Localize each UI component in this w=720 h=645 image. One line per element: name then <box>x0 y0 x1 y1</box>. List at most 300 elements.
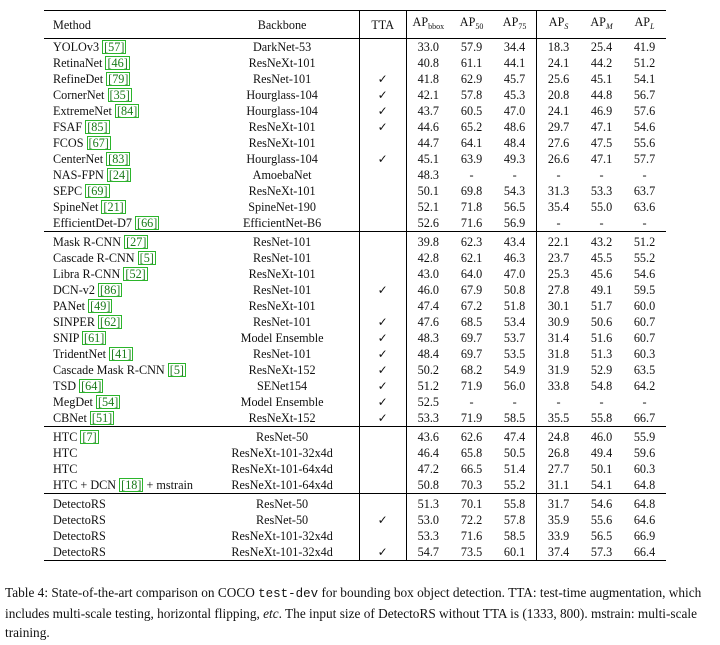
ap-bbox-cell: 52.1 <box>417 200 439 214</box>
ap-s-cell: 25.3 <box>547 267 570 281</box>
backbone-cell: ResNet-101 <box>205 232 359 251</box>
citation-link[interactable]: [49] <box>90 299 111 313</box>
ap75-cell: 54.9 <box>493 362 537 378</box>
table-row <box>44 346 666 362</box>
ap-l-cell: 60.7 <box>633 331 656 345</box>
backbone-cell: ResNeXt-101 <box>205 183 359 199</box>
ap-l-cell: 63.6 <box>633 200 656 214</box>
ap-l-cell: 66.7 <box>623 410 666 427</box>
ap-l-cell: 55.2 <box>633 251 656 265</box>
table-body <box>44 39 666 561</box>
ap-s-cell: 22.1 <box>547 235 570 249</box>
ap75-cell: 50.8 <box>493 282 537 298</box>
ap75-cell: 51.4 <box>493 461 537 477</box>
ap-l-cell: 60.7 <box>633 315 656 329</box>
ap-m-cell: 49.1 <box>590 283 613 297</box>
ap75-cell: 47.0 <box>493 103 537 119</box>
tta-cell <box>359 250 406 266</box>
ap-l-cell: - <box>642 395 647 409</box>
tta-cell <box>359 55 406 71</box>
header-ap-s: $AP_S$ <box>537 11 580 39</box>
ap-bbox-cell: 42.8 <box>417 251 439 265</box>
ap-l-cell: 64.6 <box>633 513 656 527</box>
backbone-cell: ResNeXt-101-32x4d <box>205 544 359 561</box>
ap-s-cell: 24.1 <box>547 104 570 118</box>
backbone-cell: ResNet-50 <box>205 512 359 528</box>
method-name: TSD <box>53 379 77 393</box>
ap-l-cell: 55.9 <box>633 430 656 444</box>
ap50-cell: 66.5 <box>460 462 483 476</box>
ap75-cell: 45.3 <box>493 87 537 103</box>
backbone-cell: ResNeXt-101-64x4d <box>205 477 359 494</box>
tta-cell <box>359 445 406 461</box>
table-row <box>44 298 666 314</box>
ap75-cell: - <box>493 394 537 410</box>
ap-s-cell: 31.3 <box>547 184 570 198</box>
table-row <box>44 528 666 544</box>
citation-link[interactable]: [57] <box>104 40 125 54</box>
ap-bbox-cell: 53.3 <box>406 410 450 427</box>
ap-s-cell: 37.4 <box>537 544 580 561</box>
ap-l-cell: 60.3 <box>633 462 656 476</box>
ap-m-cell: 50.6 <box>590 315 613 329</box>
ap-bbox-cell: 44.7 <box>417 136 439 150</box>
method-cell <box>44 378 205 394</box>
backbone-cell: ResNeXt-152 <box>205 362 359 378</box>
citation-link[interactable]: [27] <box>126 235 147 249</box>
method-name: DCN-v2 <box>53 283 95 297</box>
citation-link[interactable]: [7] <box>82 430 97 444</box>
ap-bbox-cell: 52.6 <box>406 215 450 232</box>
results-table <box>44 10 666 561</box>
table-row <box>44 544 666 561</box>
ap50-cell: 68.2 <box>460 363 483 377</box>
table-row <box>44 199 666 215</box>
tta-cell: ✓ <box>359 346 406 362</box>
backbone-cell: ResNet-50 <box>205 494 359 513</box>
tta-cell: ✓ <box>359 410 406 427</box>
ap-l-cell: 56.7 <box>633 88 656 102</box>
ap50-cell: 65.2 <box>460 120 483 134</box>
ap-bbox-cell: 53.0 <box>417 513 439 527</box>
method-name: CBNet <box>53 411 87 425</box>
tta-cell: ✓ <box>359 314 406 330</box>
ap50-cell: - <box>469 395 474 409</box>
table-row <box>44 394 666 410</box>
ap-s-cell: 31.4 <box>547 331 570 345</box>
ap-s-cell: 26.6 <box>547 152 570 166</box>
ap-l-cell: 51.2 <box>633 235 656 249</box>
backbone-cell: ResNeXt-101-64x4d <box>205 461 359 477</box>
ap-s-cell: 30.1 <box>547 299 570 313</box>
tta-cell <box>359 183 406 199</box>
method-name: HTC <box>53 446 78 460</box>
citation-link[interactable]: [24] <box>108 168 130 182</box>
method-name: HTC + DCN <box>53 478 117 492</box>
ap75-cell: 56.5 <box>493 199 537 215</box>
ap-bbox-cell: 47.2 <box>417 462 439 476</box>
ap50-cell: 70.3 <box>450 477 493 494</box>
ap-s-cell: 31.1 <box>537 477 580 494</box>
ap75-cell: 51.8 <box>493 298 537 314</box>
backbone-cell: ResNet-101 <box>205 346 359 362</box>
method-name: DetectoRS <box>53 529 106 543</box>
table-row <box>44 282 666 298</box>
header-backbone: Backbone <box>205 11 359 39</box>
method-cell <box>44 135 205 151</box>
method-cell <box>44 39 205 56</box>
ap-m-cell: 55.6 <box>590 513 613 527</box>
citation-link[interactable]: [61] <box>84 331 105 345</box>
citation-link[interactable]: [5] <box>169 363 184 377</box>
method-name: SEPC <box>53 184 83 198</box>
backbone-cell: ResNeXt-101 <box>205 119 359 135</box>
method-name: HTC <box>53 430 78 444</box>
ap-s-cell: 27.8 <box>547 283 570 297</box>
ap50-cell: 60.5 <box>460 104 483 118</box>
ap-m-cell: 45.5 <box>590 251 613 265</box>
backbone-cell: ResNeXt-101 <box>205 266 359 282</box>
ap-bbox-cell: 50.8 <box>406 477 450 494</box>
ap-s-cell: - <box>556 168 561 182</box>
ap-s-cell: 20.8 <box>547 88 570 102</box>
tta-cell: ✓ <box>359 512 406 528</box>
method-cell <box>44 199 205 215</box>
tta-cell: ✓ <box>359 544 406 561</box>
backbone-cell: AmoebaNet <box>205 167 359 183</box>
ap75-cell: 58.5 <box>493 528 537 544</box>
method-cell <box>44 427 205 446</box>
method-name: YOLOv3 <box>53 40 100 54</box>
ap-s-cell: 35.4 <box>547 200 570 214</box>
citation-link[interactable]: [35] <box>109 88 130 102</box>
ap75-cell: - <box>493 167 537 183</box>
ap-l-cell: 57.6 <box>633 104 656 118</box>
method-cell <box>44 151 205 167</box>
method-name: PANet <box>53 299 86 313</box>
ap75-cell: 56.0 <box>493 378 537 394</box>
backbone-cell: ResNet-101 <box>205 71 359 87</box>
ap-m-cell: 46.9 <box>590 104 613 118</box>
tta-cell <box>359 199 406 215</box>
ap-m-cell: 50.1 <box>590 462 613 476</box>
backbone-cell: DarkNet-53 <box>205 39 359 56</box>
ap-bbox-cell: 43.6 <box>417 430 439 444</box>
citation-link[interactable]: [79] <box>108 72 129 86</box>
method-cell <box>44 215 205 232</box>
ap75-cell: 54.3 <box>493 183 537 199</box>
backbone-cell: ResNeXt-101-32x4d <box>205 528 359 544</box>
table-row <box>44 445 666 461</box>
method-cell <box>44 512 205 528</box>
tta-cell <box>359 528 406 544</box>
citation-link[interactable]: [21] <box>103 200 124 214</box>
header-ap75: $AP_{75}$ <box>493 11 537 39</box>
ap50-cell: 70.1 <box>460 497 483 511</box>
ap-l-cell: - <box>623 215 666 232</box>
method-cell <box>44 298 205 314</box>
table-row <box>44 427 666 446</box>
ap75-cell: 50.5 <box>493 445 537 461</box>
ap-l-cell: 64.8 <box>623 477 666 494</box>
ap-bbox-cell: 45.1 <box>417 152 439 166</box>
ap-l-cell: 59.5 <box>633 283 656 297</box>
ap50-cell: 67.2 <box>460 299 483 313</box>
ap-s-cell: 31.7 <box>547 497 570 511</box>
ap-l-cell: 59.6 <box>633 446 656 460</box>
ap-l-cell: 55.6 <box>633 136 656 150</box>
method-cell <box>44 282 205 298</box>
method-cell <box>44 394 205 410</box>
method-cell <box>44 544 205 561</box>
table-row <box>44 410 666 427</box>
ap50-cell: 57.8 <box>460 88 483 102</box>
tta-cell <box>359 461 406 477</box>
tta-cell: ✓ <box>359 330 406 346</box>
table-row <box>44 119 666 135</box>
ap-m-cell: 55.0 <box>590 200 613 214</box>
ap-bbox-cell: 46.0 <box>417 283 439 297</box>
method-name: SNIP <box>53 331 79 345</box>
ap-s-cell: - <box>537 215 580 232</box>
tta-cell <box>359 298 406 314</box>
citation-link[interactable]: [69] <box>87 184 108 198</box>
ap-s-cell: 23.7 <box>547 251 570 265</box>
citation-link[interactable]: [5] <box>139 251 154 265</box>
citation-link[interactable]: [41] <box>111 347 132 361</box>
ap-bbox-cell: 39.8 <box>417 235 439 249</box>
table-row <box>44 232 666 251</box>
ap75-cell: 60.1 <box>493 544 537 561</box>
ap75-cell: 53.7 <box>493 330 537 346</box>
backbone-cell: EfficientNet-B6 <box>205 215 359 232</box>
backbone-cell: SENet154 <box>205 378 359 394</box>
ap-l-cell: 63.5 <box>633 363 656 377</box>
citation-link[interactable]: [86] <box>100 283 121 297</box>
ap-bbox-cell: 51.3 <box>417 497 439 511</box>
backbone-cell: SpineNet-190 <box>205 199 359 215</box>
method-name: DetectoRS <box>53 497 106 511</box>
method-name: Cascade R-CNN <box>53 251 135 265</box>
method-cell <box>44 266 205 282</box>
ap50-cell: 64.1 <box>460 136 483 150</box>
ap75-cell: 48.4 <box>493 135 537 151</box>
ap-m-cell: 53.3 <box>590 184 613 198</box>
table-row <box>44 330 666 346</box>
ap75-cell: 47.4 <box>493 427 537 446</box>
ap-l-cell: - <box>642 168 647 182</box>
method-name: RefineDet <box>53 72 104 86</box>
ap-m-cell: 54.6 <box>590 497 613 511</box>
ap50-cell: 57.9 <box>460 40 483 54</box>
tta-cell: ✓ <box>359 87 406 103</box>
citation-link[interactable]: [83] <box>108 152 129 166</box>
table-row <box>44 87 666 103</box>
ap-s-cell: 35.9 <box>547 513 570 527</box>
backbone-cell: ResNet-101 <box>205 314 359 330</box>
method-cell <box>44 250 205 266</box>
table-row <box>44 461 666 477</box>
ap-bbox-cell: 48.3 <box>417 331 439 345</box>
ap-l-cell: 57.7 <box>633 152 656 166</box>
ap-l-cell: 51.2 <box>633 56 656 70</box>
citation-link[interactable]: [62] <box>100 315 121 329</box>
table-row <box>44 183 666 199</box>
ap50-cell: 73.5 <box>450 544 493 561</box>
caption-etc: etc <box>263 606 279 621</box>
backbone-cell: Model Ensemble <box>205 394 359 410</box>
ap-l-cell: 41.9 <box>633 40 656 54</box>
citation-link[interactable]: [67] <box>88 136 109 150</box>
tta-cell: ✓ <box>359 119 406 135</box>
citation-link[interactable]: [66] <box>137 216 158 230</box>
ap-m-cell: 56.5 <box>590 529 613 543</box>
citation-link[interactable]: [51] <box>91 411 113 425</box>
backbone-cell: ResNeXt-152 <box>205 410 359 427</box>
ap-bbox-cell: 51.2 <box>417 379 439 393</box>
table-row <box>44 494 666 513</box>
ap-m-cell: 51.7 <box>590 299 613 313</box>
tta-cell <box>359 135 406 151</box>
ap-l-cell: 60.0 <box>633 299 656 313</box>
method-name: EfficientDet-D7 <box>53 216 132 230</box>
table-row <box>44 266 666 282</box>
ap-bbox-cell: 42.1 <box>417 88 439 102</box>
method-name: ExtremeNet <box>53 104 112 118</box>
ap75-cell: 34.4 <box>493 39 537 56</box>
method-cell <box>44 494 205 513</box>
ap50-cell: 62.9 <box>460 72 483 86</box>
method-name: Mask R-CNN <box>53 235 122 249</box>
ap75-cell: 53.4 <box>493 314 537 330</box>
method-cell <box>44 55 205 71</box>
tta-cell <box>359 477 406 494</box>
backbone-cell: Hourglass-104 <box>205 151 359 167</box>
ap-l-cell: 54.6 <box>633 267 656 281</box>
method-name: NAS-FPN <box>53 168 104 182</box>
ap75-cell: 53.5 <box>493 346 537 362</box>
ap75-cell: 56.9 <box>493 215 537 232</box>
ap-s-cell: 31.9 <box>547 363 570 377</box>
citation-link[interactable]: [52] <box>125 267 146 281</box>
table-row <box>44 512 666 528</box>
ap-m-cell: - <box>599 168 604 182</box>
ap75-cell: 48.6 <box>493 119 537 135</box>
ap50-cell: 63.9 <box>460 152 483 166</box>
ap-s-cell: - <box>556 395 561 409</box>
ap50-cell: 61.1 <box>460 56 483 70</box>
citation-link[interactable]: [64] <box>81 379 102 393</box>
backbone-cell: ResNeXt-101-32x4d <box>205 445 359 461</box>
ap-bbox-cell: 48.3 <box>417 168 439 182</box>
table-row <box>44 167 666 183</box>
ap50-cell: 71.6 <box>450 215 493 232</box>
ap-l-cell: 60.3 <box>633 347 656 361</box>
header-ap-bbox: $AP_{bbox}$ <box>406 11 450 39</box>
ap50-cell: 69.7 <box>460 331 483 345</box>
ap50-cell: 62.1 <box>460 251 483 265</box>
ap-bbox-cell: 54.7 <box>406 544 450 561</box>
table-row <box>44 215 666 232</box>
ap-m-cell: 57.3 <box>580 544 623 561</box>
citation-link[interactable]: [18] <box>121 478 142 492</box>
citation-link[interactable]: [46] <box>107 56 128 70</box>
ap-m-cell: 52.9 <box>590 363 613 377</box>
method-name: CenterNet <box>53 152 104 166</box>
backbone-cell: ResNeXt-101 <box>205 55 359 71</box>
table-row <box>44 362 666 378</box>
ap-bbox-cell: 40.8 <box>417 56 439 70</box>
ap75-cell: 55.2 <box>493 477 537 494</box>
ap-l-cell: 64.2 <box>633 379 656 393</box>
ap-m-cell: 47.1 <box>590 120 613 134</box>
ap-l-cell: 54.6 <box>633 120 656 134</box>
backbone-cell: ResNet-101 <box>205 282 359 298</box>
ap-bbox-cell: 33.0 <box>417 40 439 54</box>
ap75-cell: 43.4 <box>493 232 537 251</box>
ap-s-cell: 25.6 <box>547 72 570 86</box>
backbone-cell: Hourglass-104 <box>205 87 359 103</box>
table-row <box>44 314 666 330</box>
ap-m-cell: 47.1 <box>590 152 613 166</box>
tta-cell: ✓ <box>359 394 406 410</box>
ap-s-cell: 24.1 <box>547 56 570 70</box>
method-cell <box>44 461 205 477</box>
ap50-cell: 71.8 <box>460 200 483 214</box>
citation-link[interactable]: [54] <box>97 395 119 409</box>
method-name: FCOS <box>53 136 84 150</box>
ap50-cell: 69.8 <box>460 184 483 198</box>
ap75-cell: 47.0 <box>493 266 537 282</box>
ap-l-cell: 63.7 <box>633 184 656 198</box>
method-name: FSAF <box>53 120 83 134</box>
tta-cell: ✓ <box>359 71 406 87</box>
ap50-cell: 64.0 <box>460 267 483 281</box>
ap-l-cell: 54.1 <box>633 72 656 86</box>
ap50-cell: 62.6 <box>460 430 483 444</box>
ap75-cell: 45.7 <box>493 71 537 87</box>
ap-bbox-cell: 48.4 <box>417 347 439 361</box>
ap75-cell: 57.8 <box>493 512 537 528</box>
citation-link[interactable]: [85] <box>87 120 108 134</box>
table-row <box>44 55 666 71</box>
method-name: CornerNet <box>53 88 105 102</box>
ap50-cell: 72.2 <box>460 513 483 527</box>
method-cell <box>44 445 205 461</box>
method-cell <box>44 232 205 251</box>
ap-m-cell: 51.6 <box>590 331 613 345</box>
backbone-cell: ResNet-50 <box>205 427 359 446</box>
backbone-cell: Hourglass-104 <box>205 103 359 119</box>
ap75-cell: 46.3 <box>493 250 537 266</box>
ap50-cell: 65.8 <box>460 446 483 460</box>
ap-m-cell: 54.8 <box>590 379 613 393</box>
ap-s-cell: 27.6 <box>547 136 570 150</box>
ap-s-cell: 24.8 <box>547 430 570 444</box>
method-name: DetectoRS <box>53 513 106 527</box>
ap50-cell: 62.3 <box>460 235 483 249</box>
ap-s-cell: 30.9 <box>547 315 570 329</box>
citation-link[interactable]: [84] <box>116 104 138 118</box>
ap-bbox-cell: 52.5 <box>417 395 439 409</box>
header-method: Method <box>44 11 205 39</box>
ap-bbox-cell: 43.7 <box>417 104 439 118</box>
method-cell <box>44 314 205 330</box>
header-ap-m: $AP_M$ <box>580 11 623 39</box>
ap-m-cell: 49.4 <box>590 446 613 460</box>
tta-cell: ✓ <box>359 378 406 394</box>
tta-cell: ✓ <box>359 362 406 378</box>
